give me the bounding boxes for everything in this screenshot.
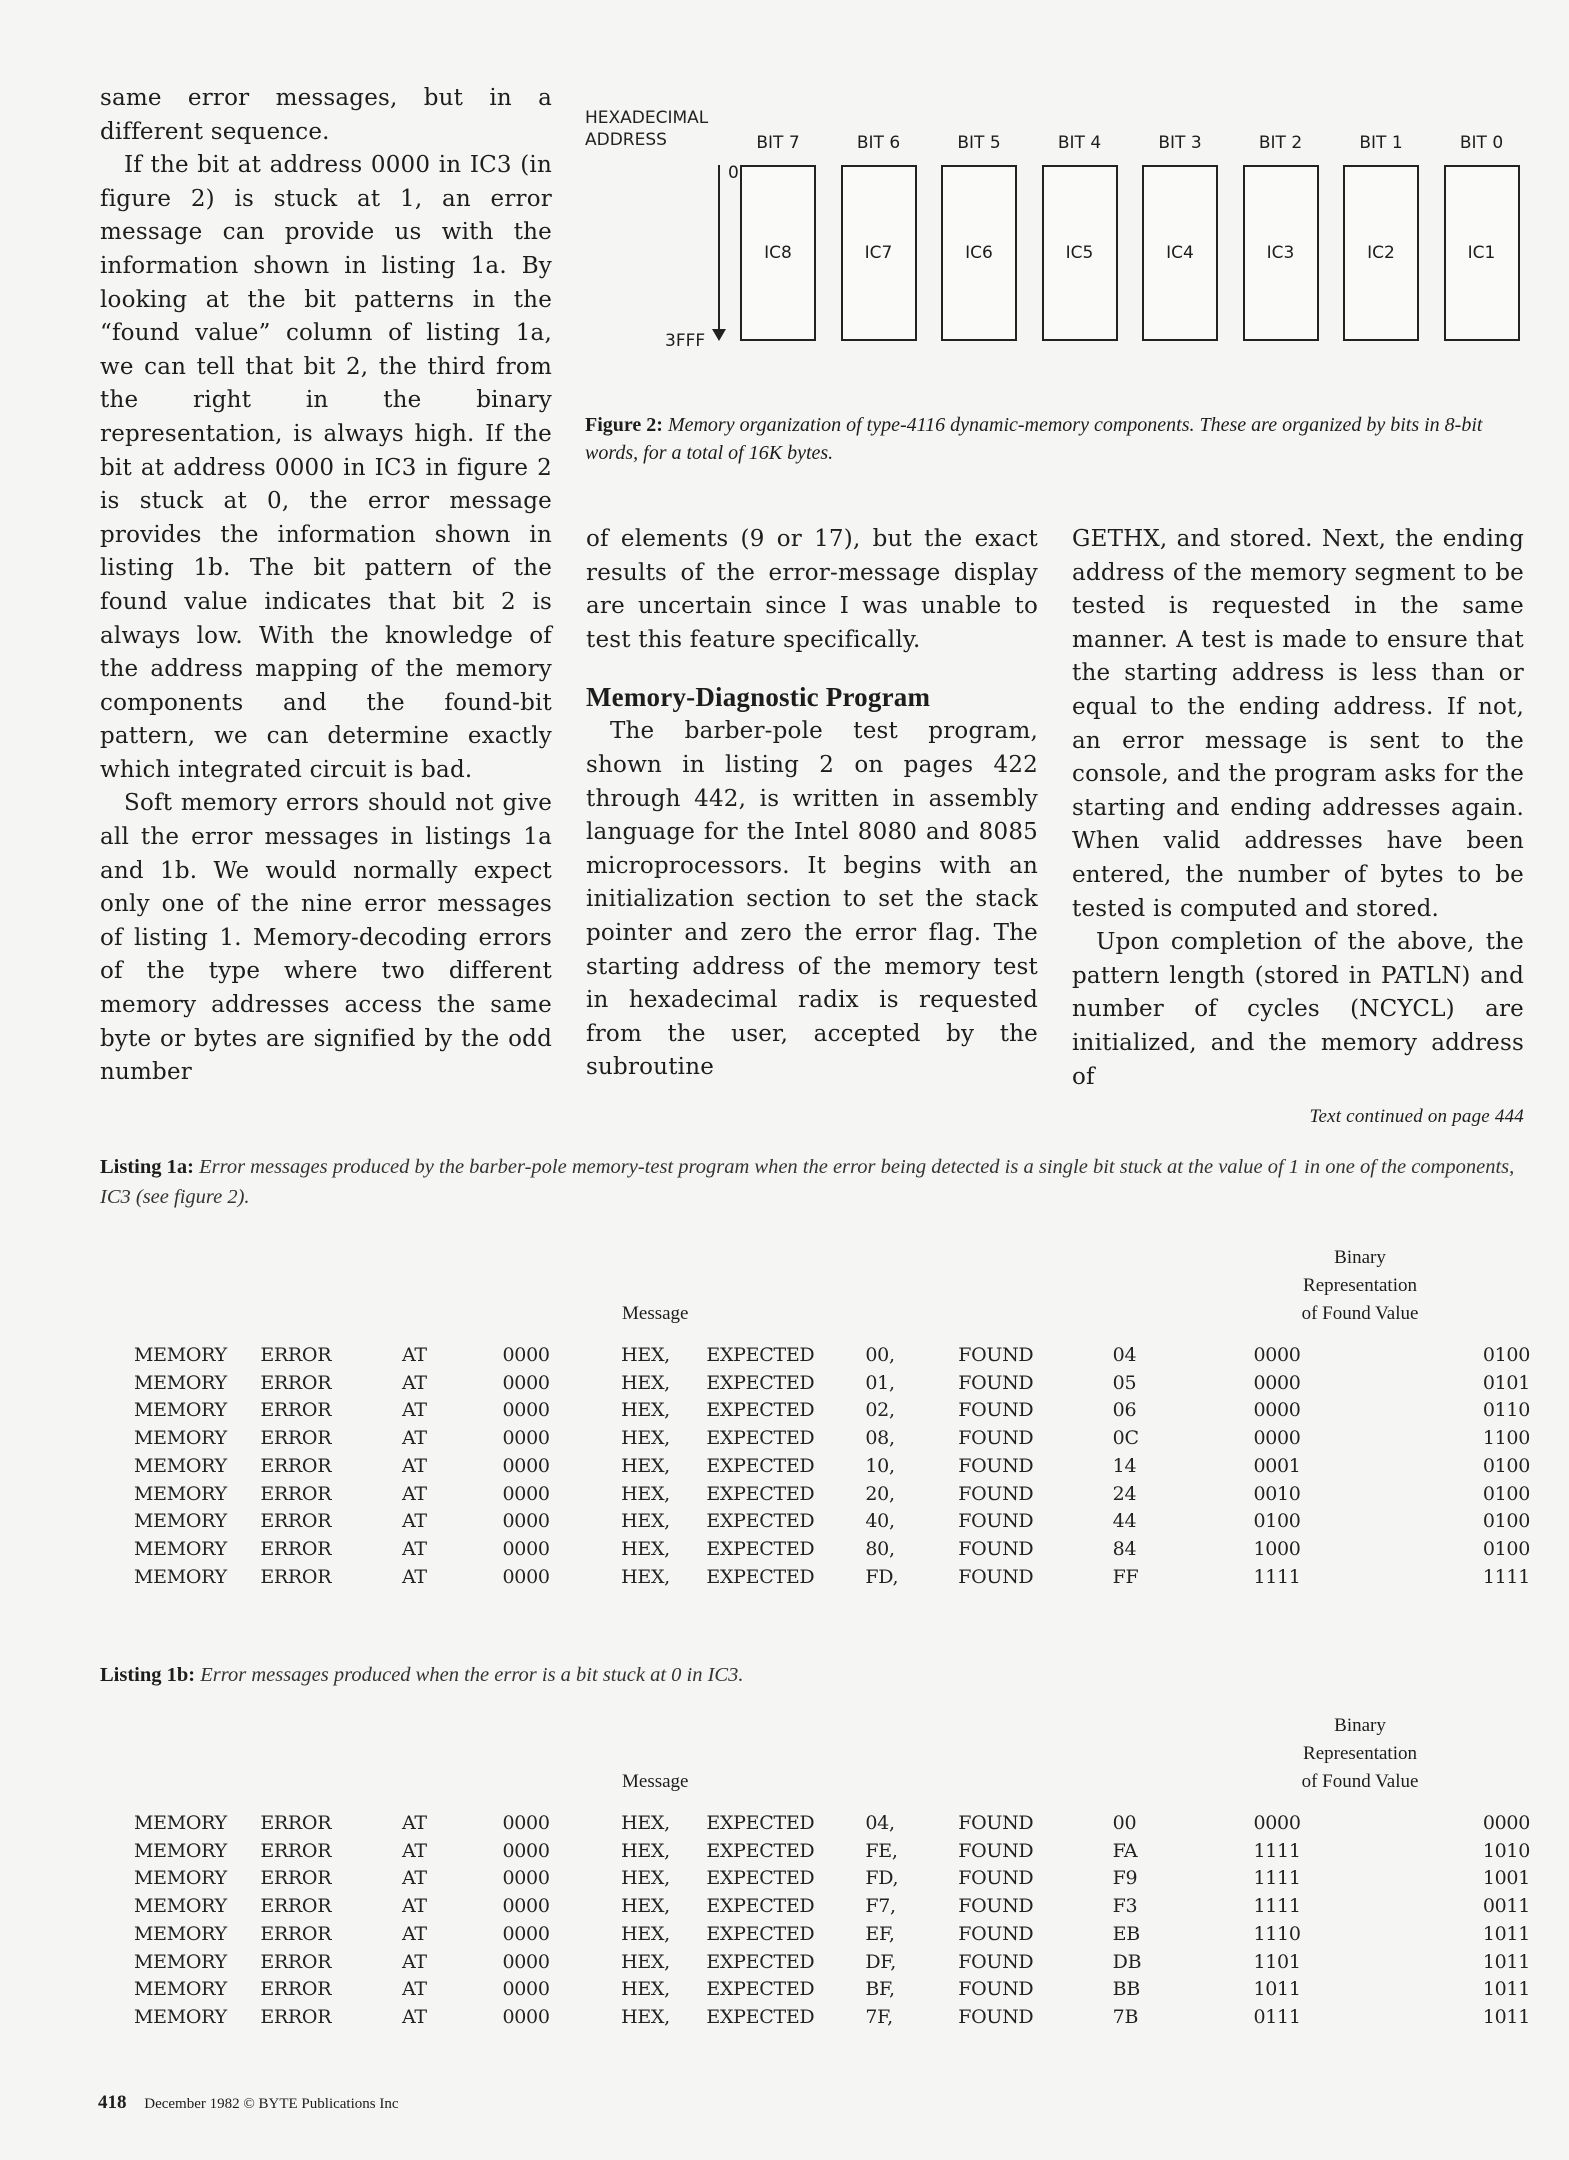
paragraph: Upon completion of the above, the pattern length (stored in PATLN) and number of cycles (NCYCL) are initialized, and the memory address of (1072, 929, 1524, 1090)
table-cell: 1111 (1253, 1867, 1301, 1890)
bit-label: BIT 1 (1359, 133, 1403, 153)
table-cell: 0010 (1253, 1482, 1301, 1505)
paragraph: The barber-pole test program, shown in listing 2 on pages 422 through 442, is written in assembly language for the Intel 8080 and 8085 microprocessors. It begins with an initialization section to set the stack pointer and zero the error flag. The starting address of the memory test in hexadecimal radix is requested from the user, accepted by the subroutine (586, 718, 1038, 1081)
table-cell: HEX, (621, 1867, 670, 1890)
table-cell: EB (1112, 1922, 1140, 1945)
table-cell: 7F, (865, 2005, 893, 2028)
table-row (100, 1949, 1530, 1977)
table-cell: EXPECTED (706, 1812, 815, 1834)
table-cell: EXPECTED (706, 1399, 815, 1422)
table-row (100, 1921, 1530, 1949)
table-cell: FOUND (958, 1482, 1034, 1505)
table-cell: HEX, (621, 1812, 670, 1834)
listing-caption-label: Listing 1b: (100, 1664, 196, 1686)
table-cell: 7B (1112, 2005, 1139, 2028)
table-cell: AT (401, 1537, 427, 1560)
paragraph: If the bit at address 0000 in IC3 (in figure 2) is stuck at 1, an error message can provide us with the information shown in listing 1a. By looking at the bit patterns in the “found value” column of listing 1a, we can tell that bit 2, the third from the right in the binary representation, is always high. If the bit at address 0000 in IC3 in figure 2 is stuck at 0, the error message provides the information shown in listing 1b. The bit pattern of the found value indicates that bit 2 is always low. With the knowledge of the address mapping of the memory components and the found-bit pattern, we can determine exactly which integrated circuit is bad. (100, 152, 552, 783)
table-cell: 0C (1112, 1427, 1139, 1450)
table-cell: 00 (1112, 1812, 1137, 1834)
table-cell: 0110 (1482, 1399, 1530, 1422)
table-cell: ERROR (260, 1454, 332, 1477)
table-cell: AT (401, 1510, 427, 1533)
table-cell: FOUND (958, 1950, 1034, 1973)
table-cell: 0000 (1253, 1812, 1301, 1834)
table-cell: 04 (1112, 1344, 1137, 1366)
table-cell: 0000 (502, 1427, 550, 1450)
table-cell: ERROR (260, 1344, 332, 1366)
table-cell: 0111 (1253, 2005, 1301, 2028)
table-cell: ERROR (260, 1812, 332, 1834)
table-cell: MEMORY (134, 1371, 227, 1394)
table-cell: 1011 (1482, 1950, 1530, 1973)
address-header-line1: HEXADECIMAL (585, 108, 709, 128)
table-cell: EXPECTED (706, 1895, 815, 1918)
table-row (100, 1453, 1530, 1481)
table-row (100, 1976, 1530, 2004)
table-cell: 04, (865, 1812, 895, 1834)
table-cell: AT (401, 1867, 427, 1890)
table-cell: FOUND (958, 1922, 1034, 1945)
table-cell: MEMORY (134, 1812, 227, 1834)
table-cell: MEMORY (134, 2005, 227, 2028)
table-cell: AT (401, 1344, 427, 1366)
table-cell: FOUND (958, 1454, 1034, 1477)
table-cell: EXPECTED (706, 2005, 815, 2028)
table-cell: 0100 (1482, 1510, 1530, 1533)
table-cell: AT (401, 1950, 427, 1973)
table-row (100, 1481, 1530, 1509)
listing-table (100, 1810, 1530, 2032)
table-row (100, 1893, 1530, 1921)
table-cell: 1001 (1482, 1867, 1530, 1890)
table-cell: AT (401, 1565, 427, 1588)
table-cell: 1010 (1482, 1839, 1530, 1862)
header-binary-line2: Representation (1303, 1743, 1417, 1764)
bit-label: BIT 4 (1057, 133, 1102, 153)
table-cell: 08, (865, 1427, 895, 1450)
listing-caption-text: Error messages produced by the barber-pole memory-test program when the error being detected is a single bit stuck at the value of 1 in one of the components, IC3 (see figure 2). (100, 1156, 1515, 1208)
listing-1a (100, 1152, 1530, 1591)
paragraph: Soft memory errors should not give all the error messages in listings 1a and 1b. We would normally expect only one of the nine error messages of listing 1. Memory-decoding errors of the type where two different memory addresses access the same byte or bytes are signified by the odd number (100, 790, 552, 1086)
table-cell: FOUND (958, 1537, 1034, 1560)
table-cell: ERROR (260, 1839, 332, 1862)
bit-label: BIT 0 (1459, 133, 1504, 153)
table-cell: EXPECTED (706, 1978, 815, 2001)
header-binary-line2: Representation (1303, 1275, 1417, 1296)
table-cell: AT (401, 2005, 427, 2028)
table-cell: HEX, (621, 1537, 670, 1560)
table-cell: 05 (1112, 1371, 1137, 1394)
table-cell: MEMORY (134, 1427, 227, 1450)
table-cell: 80, (865, 1537, 895, 1560)
table-cell: FD, (865, 1565, 899, 1588)
header-message: Message (622, 1303, 689, 1324)
table-cell: AT (401, 1812, 427, 1834)
address-header-line2: ADDRESS (585, 130, 667, 150)
table-cell: 1110 (1253, 1922, 1301, 1945)
table-cell: AT (401, 1399, 427, 1422)
table-cell: HEX, (621, 1427, 670, 1450)
table-row (100, 1865, 1530, 1893)
table-cell: 0011 (1482, 1895, 1530, 1918)
table-cell: ERROR (260, 1895, 332, 1918)
table-cell: HEX, (621, 1895, 670, 1918)
table-cell: 0000 (502, 1371, 550, 1394)
table-cell: 0000 (1482, 1812, 1530, 1834)
table-cell: BB (1112, 1978, 1140, 2001)
table-cell: ERROR (260, 1922, 332, 1945)
ic-chip-box: IC3 (1243, 165, 1319, 341)
table-cell: HEX, (621, 1950, 670, 1973)
table-cell: 1011 (1482, 1922, 1530, 1945)
bit-label: BIT 3 (1158, 133, 1202, 153)
table-cell: AT (401, 1427, 427, 1450)
address-start: 0 (728, 163, 739, 183)
table-cell: 1011 (1253, 1978, 1301, 2001)
table-row (100, 1838, 1530, 1866)
table-cell: ERROR (260, 1399, 332, 1422)
table-cell: 44 (1112, 1510, 1137, 1533)
table-cell: HEX, (621, 1565, 670, 1588)
table-row (100, 1564, 1530, 1592)
table-cell: 0000 (502, 1812, 550, 1834)
table-cell: 84 (1112, 1537, 1137, 1560)
figure-2-memory-organization (585, 105, 1525, 475)
table-cell: EXPECTED (706, 1344, 815, 1366)
table-cell: F7, (865, 1895, 896, 1918)
listing-caption (100, 1152, 1530, 1212)
table-cell: 0100 (1482, 1454, 1530, 1477)
table-cell: EF, (865, 1922, 895, 1945)
body-column-3 (1072, 523, 1524, 1134)
table-cell: 1011 (1482, 2005, 1530, 2028)
table-cell: AT (401, 1482, 427, 1505)
paragraph: of elements (9 or 17), but the exact results of the error-message display are uncertain since I was unable to test this feature specifically. (586, 526, 1038, 653)
table-cell: 02, (865, 1399, 895, 1422)
table-cell: HEX, (621, 1371, 670, 1394)
header-binary (1260, 1712, 1460, 1796)
table-row (100, 1508, 1530, 1536)
table-row (100, 1810, 1530, 1838)
header-message: Message (622, 1771, 689, 1792)
bit-label: BIT 7 (756, 133, 800, 153)
table-cell: MEMORY (134, 1510, 227, 1533)
bit-label: BIT 5 (957, 133, 1001, 153)
table-cell: FOUND (958, 2005, 1034, 2028)
listing-caption-text: Error messages produced when the error is a bit stuck at 0 in IC3. (200, 1664, 744, 1686)
table-cell: MEMORY (134, 1978, 227, 2001)
address-header (585, 107, 708, 151)
table-cell: HEX, (621, 1922, 670, 1945)
listing-header (100, 1232, 1530, 1328)
table-cell: FOUND (958, 1895, 1034, 1918)
page-footer (98, 2092, 399, 2114)
table-cell: MEMORY (134, 1839, 227, 1862)
address-end: 3FFF (665, 331, 706, 351)
table-cell: 0000 (502, 1839, 550, 1862)
table-cell: DF, (865, 1950, 896, 1973)
table-cell: EXPECTED (706, 1371, 815, 1394)
table-cell: 24 (1112, 1482, 1137, 1505)
table-cell: 0000 (502, 1344, 550, 1366)
table-cell: MEMORY (134, 1399, 227, 1422)
table-cell: 1111 (1253, 1895, 1301, 1918)
listing-header (100, 1700, 1530, 1796)
table-cell: AT (401, 1839, 427, 1862)
table-cell: EXPECTED (706, 1482, 815, 1505)
table-cell: 0000 (502, 1454, 550, 1477)
table-cell: 1111 (1253, 1839, 1301, 1862)
table-row (100, 1342, 1530, 1370)
listing-caption-label: Listing 1a: (100, 1156, 194, 1178)
table-cell: FOUND (958, 1839, 1034, 1862)
table-cell: ERROR (260, 2005, 332, 2028)
table-cell: FF (1112, 1565, 1139, 1588)
ic-chip-box: IC8 (740, 165, 816, 341)
paragraph: GETHX, and stored. Next, the ending address of the memory segment to be tested is requested in the same manner. A test is made to ensure that the starting address is less than or equal to the ending address. If not, an error message is sent to the console, and the program asks for the starting and ending addresses again. When valid addresses have been entered, the number of bytes to be tested is computed and stored. (1072, 526, 1524, 922)
table-cell: MEMORY (134, 1922, 227, 1945)
table-cell: 01, (865, 1371, 895, 1394)
table-cell: 0001 (1253, 1454, 1301, 1477)
table-cell: 06 (1112, 1399, 1137, 1422)
paragraph: same error messages, but in a different sequence. (100, 85, 552, 145)
table-cell: ERROR (260, 1867, 332, 1890)
table-cell: FOUND (958, 1344, 1034, 1366)
table-cell: F3 (1112, 1895, 1138, 1918)
table-cell: MEMORY (134, 1344, 227, 1366)
table-cell: 0000 (502, 1867, 550, 1890)
table-cell: EXPECTED (706, 1839, 815, 1862)
table-cell: FOUND (958, 1510, 1034, 1533)
table-cell: 0000 (502, 2005, 550, 2028)
table-cell: 0000 (1253, 1371, 1301, 1394)
down-arrow-icon (718, 165, 720, 333)
table-cell: AT (401, 1454, 427, 1477)
figure-caption (585, 411, 1525, 467)
table-cell: HEX, (621, 1978, 670, 2001)
ic-chip-box: IC1 (1444, 165, 1520, 341)
listing-caption (100, 1660, 1530, 1690)
table-cell: MEMORY (134, 1867, 227, 1890)
table-cell: MEMORY (134, 1482, 227, 1505)
continued-note: Text continued on page 444 (1309, 1106, 1524, 1128)
table-cell: 0000 (502, 1537, 550, 1560)
table-cell: FOUND (958, 1399, 1034, 1422)
table-cell: MEMORY (134, 1454, 227, 1477)
table-cell: HEX, (621, 1454, 670, 1477)
table-cell: FOUND (958, 1565, 1034, 1588)
table-cell: EXPECTED (706, 1565, 815, 1588)
table-cell: EXPECTED (706, 1867, 815, 1890)
table-cell: HEX, (621, 1510, 670, 1533)
table-cell: 20, (865, 1482, 895, 1505)
table-cell: 0000 (1253, 1344, 1301, 1366)
figure-caption-label: Figure 2: (585, 414, 663, 436)
table-cell: MEMORY (134, 1565, 227, 1588)
table-cell: 1000 (1253, 1537, 1301, 1560)
table-cell: 1100 (1482, 1427, 1530, 1450)
header-binary-line1: Binary (1334, 1247, 1386, 1268)
table-cell: EXPECTED (706, 1950, 815, 1973)
table-cell: 1111 (1253, 1565, 1301, 1588)
table-cell: 0000 (502, 1565, 550, 1588)
table-cell: 1011 (1482, 1978, 1530, 2001)
bit-label: BIT 6 (856, 133, 901, 153)
table-row (100, 1370, 1530, 1398)
table-cell: AT (401, 1922, 427, 1945)
table-cell: 40, (865, 1510, 895, 1533)
table-cell: FE, (865, 1839, 898, 1862)
table-cell: MEMORY (134, 1537, 227, 1560)
bit-label: BIT 2 (1258, 133, 1303, 153)
table-cell: AT (401, 1371, 427, 1394)
table-cell: FOUND (958, 1867, 1034, 1890)
table-cell: HEX, (621, 1399, 670, 1422)
table-cell: 0000 (502, 1922, 550, 1945)
table-cell: FOUND (958, 1812, 1034, 1834)
page-number: 418 (98, 2092, 127, 2113)
table-cell: 0000 (502, 1510, 550, 1533)
table-cell: EXPECTED (706, 1427, 815, 1450)
table-cell: 00, (865, 1344, 895, 1366)
table-cell: 0100 (1253, 1510, 1301, 1533)
ic-chip-box: IC7 (841, 165, 917, 341)
table-cell: ERROR (260, 1510, 332, 1533)
table-cell: 0000 (502, 1978, 550, 2001)
table-cell: 0000 (502, 1950, 550, 1973)
ic-chip-box: IC2 (1343, 165, 1419, 341)
table-cell: FOUND (958, 1427, 1034, 1450)
ic-chip-box: IC5 (1042, 165, 1118, 341)
table-cell: EXPECTED (706, 1537, 815, 1560)
ic-chip-box: IC6 (941, 165, 1017, 341)
body-column-1 (100, 82, 552, 1090)
table-cell: ERROR (260, 1427, 332, 1450)
listing-table (100, 1342, 1530, 1591)
table-row (100, 1397, 1530, 1425)
header-binary-line3: of Found Value (1301, 1303, 1419, 1324)
table-cell: ERROR (260, 1482, 332, 1505)
header-binary-line3: of Found Value (1301, 1771, 1419, 1792)
table-cell: AT (401, 1978, 427, 2001)
table-cell: HEX, (621, 2005, 670, 2028)
table-row (100, 1425, 1530, 1453)
header-binary (1260, 1244, 1460, 1328)
table-cell: MEMORY (134, 1895, 227, 1918)
table-cell: 14 (1112, 1454, 1137, 1477)
table-cell: ERROR (260, 1537, 332, 1560)
table-cell: F9 (1112, 1867, 1138, 1890)
table-cell: ERROR (260, 1565, 332, 1588)
figure-caption-text: Memory organization of type-4116 dynamic-memory components. These are organized by bits in 8-bit words, for a total of 16K bytes. (585, 414, 1483, 464)
table-cell: DB (1112, 1950, 1142, 1973)
table-cell: 0000 (502, 1399, 550, 1422)
table-cell: 1111 (1482, 1565, 1530, 1588)
footer-text: December 1982 © BYTE Publications Inc (144, 2096, 399, 2112)
table-cell: FOUND (958, 1978, 1034, 2001)
table-cell: BF, (865, 1978, 895, 2001)
body-column-2 (586, 523, 1038, 1085)
table-cell: HEX, (621, 1839, 670, 1862)
table-cell: FD, (865, 1867, 899, 1890)
table-cell: HEX, (621, 1344, 670, 1366)
table-cell: EXPECTED (706, 1510, 815, 1533)
table-cell: MEMORY (134, 1950, 227, 1973)
table-cell: 1101 (1253, 1950, 1301, 1973)
table-row (100, 1536, 1530, 1564)
table-cell: ERROR (260, 1978, 332, 2001)
table-cell: 0000 (502, 1895, 550, 1918)
table-cell: 0100 (1482, 1537, 1530, 1560)
table-cell: HEX, (621, 1482, 670, 1505)
table-cell: 0000 (1253, 1399, 1301, 1422)
header-binary-line1: Binary (1334, 1715, 1386, 1736)
listing-1b (100, 1660, 1530, 2032)
section-heading: Memory-Diagnostic Program (586, 682, 931, 713)
ic-chip-box: IC4 (1142, 165, 1218, 341)
table-cell: EXPECTED (706, 1922, 815, 1945)
table-cell: 0100 (1482, 1482, 1530, 1505)
table-cell: FA (1112, 1839, 1138, 1862)
table-row (100, 2004, 1530, 2032)
table-cell: 10, (865, 1454, 895, 1477)
table-cell: 0101 (1482, 1371, 1530, 1394)
table-cell: 0000 (1253, 1427, 1301, 1450)
table-cell: EXPECTED (706, 1454, 815, 1477)
table-cell: 0100 (1482, 1344, 1530, 1366)
table-cell: ERROR (260, 1950, 332, 1973)
table-cell: FOUND (958, 1371, 1034, 1394)
table-cell: 0000 (502, 1482, 550, 1505)
table-cell: AT (401, 1895, 427, 1918)
table-cell: ERROR (260, 1371, 332, 1394)
